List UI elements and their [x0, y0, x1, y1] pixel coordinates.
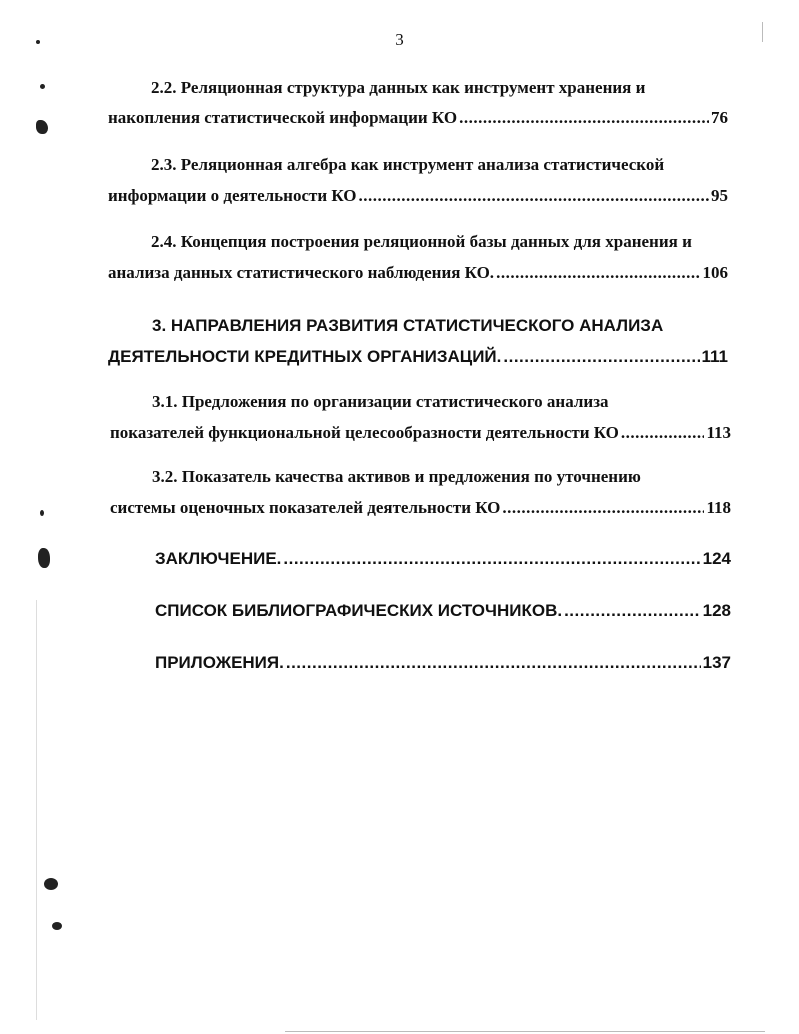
- toc-entry-page: 137: [702, 653, 731, 672]
- toc-entry-page: 128: [702, 601, 731, 620]
- toc-entry-2-2[interactable]: [108, 78, 728, 134]
- toc-entry-title-line2: ДЕЯТЕЛЬНОСТИ КРЕДИТНЫХ ОРГАНИЗАЦИЙ.: [108, 347, 502, 366]
- toc-entry-page: 76: [711, 108, 728, 127]
- scan-speck: [36, 120, 48, 134]
- dot-leader: [283, 549, 700, 569]
- scan-edge-line: [285, 1031, 765, 1032]
- toc-entry-title-line1: 3. НАПРАВЛЕНИЯ РАЗВИТИЯ СТАТИСТИЧЕСКОГО АНАЛИЗА: [152, 316, 664, 335]
- toc-entry-page: 111: [701, 347, 728, 366]
- toc-entry-title-line2: накопления статистической информации КО: [108, 108, 458, 127]
- dot-leader: [496, 263, 700, 283]
- dot-leader: [564, 601, 701, 621]
- scan-edge-line: [762, 22, 763, 42]
- scan-speck: [44, 878, 58, 890]
- dot-leader: [286, 653, 701, 673]
- toc-entry-page: 95: [711, 186, 728, 205]
- toc-entry-title: ПРИЛОЖЕНИЯ.: [155, 653, 284, 672]
- toc-entry-title-line2: анализа данных статистического наблюдения КО.: [108, 263, 495, 282]
- dot-leader: [359, 186, 709, 206]
- toc-entry-bibliography[interactable]: [155, 601, 731, 625]
- toc-entry-title-line2: системы оценочных показателей деятельности КО: [110, 498, 501, 517]
- toc-entry-page: 113: [706, 423, 731, 442]
- dot-leader: [502, 498, 704, 518]
- page-number: 3: [395, 30, 404, 49]
- toc-entry-title-line1: 3.1. Предложения по организации статистического анализа: [152, 392, 609, 411]
- toc-entry-2-4[interactable]: [108, 232, 728, 288]
- toc-entry-title: СПИСОК БИБЛИОГРАФИЧЕСКИХ ИСТОЧНИКОВ.: [155, 601, 563, 620]
- toc-entry-3-1[interactable]: [110, 392, 731, 448]
- scan-speck: [38, 548, 50, 568]
- toc-entry-page: 118: [706, 498, 731, 517]
- scan-speck: [52, 922, 62, 930]
- toc-entry-title-line1: 2.2. Реляционная структура данных как инструмент хранения и: [151, 78, 646, 97]
- toc-entry-appendices[interactable]: [155, 653, 731, 677]
- toc-entry-title-line2: показателей функциональной целесообразности деятельности КО: [110, 423, 619, 442]
- scan-edge-line: [36, 600, 37, 1020]
- dot-leader: [459, 108, 709, 128]
- toc-entry-2-3[interactable]: [108, 155, 728, 211]
- toc-entry-page: 124: [702, 549, 731, 568]
- scan-speck: [40, 510, 44, 516]
- toc-entry-title-line1: 2.4. Концепция построения реляционной базы данных для хранения и: [151, 232, 692, 251]
- toc-entry-title: ЗАКЛЮЧЕНИЕ.: [155, 549, 282, 568]
- toc-entry-conclusion[interactable]: [155, 549, 731, 573]
- toc-entry-title-line1: 2.3. Реляционная алгебра как инструмент анализа статистической: [151, 155, 665, 174]
- toc-entry-title-line1: 3.2. Показатель качества активов и предложения по уточнению: [152, 467, 641, 486]
- toc-entry-page: 106: [702, 263, 728, 282]
- dot-leader: [503, 347, 699, 367]
- dot-leader: [621, 423, 705, 443]
- scan-speck: [36, 40, 40, 44]
- scan-speck: [40, 84, 45, 89]
- toc-entry-3-2[interactable]: [110, 467, 731, 523]
- toc-entry-chapter-3[interactable]: [108, 316, 728, 376]
- toc-entry-title-line2: информации о деятельности КО: [108, 186, 357, 205]
